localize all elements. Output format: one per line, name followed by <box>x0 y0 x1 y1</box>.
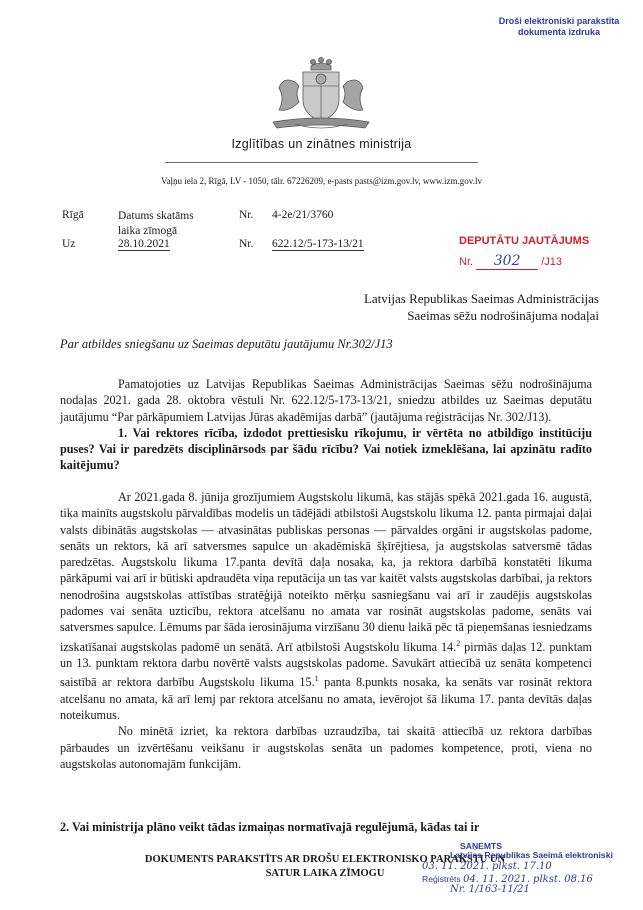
answer-1 <box>60 489 592 772</box>
e-signature-print-stamp <box>489 16 629 38</box>
deputy-stamp-suffix: /J13 <box>541 256 562 268</box>
registry-date-1-line2: laika zīmogā <box>118 225 178 237</box>
e-signature-stamp-line2: dokumenta izdruka <box>517 27 600 37</box>
registry-nr-label-1: Nr. <box>239 209 254 221</box>
registry-nr-2 <box>272 238 364 250</box>
registry-date-2-value: 28.10.2021 <box>118 238 170 250</box>
saeima-stamp-registered-label: Reģistrēts <box>422 874 461 884</box>
addressee-line2: Saeimas sēžu nodrošinājuma nodaļai <box>407 308 599 323</box>
registry-date-1 <box>118 209 194 239</box>
registry-nr-label-2: Nr. <box>239 238 254 250</box>
header-divider <box>165 162 478 163</box>
addressee <box>364 290 599 324</box>
question-2: 2. Vai ministrija plāno veikt tādas izmaiņas normatīvajā regulējumā, kādas tai ir <box>60 820 480 834</box>
addressee-line1: Latvijas Republikas Saeimas Administrācijas <box>363 291 599 306</box>
e-signature-stamp-line1: Droši elektroniski parakstīta <box>498 16 620 26</box>
registry-nr-2-value: 622.12/5-173-13/21 <box>272 238 364 250</box>
saeima-stamp-received: 03. 11. 2021. plkst. 17.10 <box>422 861 552 872</box>
saeima-received-stamp <box>420 840 620 896</box>
registry-nr-1: 4-2e/21/3760 <box>272 209 334 221</box>
answer-1-text-c: panta 8.punkts nosaka, ka senāts var rosināt rektora atcelšanu no amata, kā arī lemj par rektora atcelšanu no amata, ievērojot šā likuma 17. panta devītās daļas noteikumus. <box>60 675 592 722</box>
deputy-stamp-nr-label: Nr. <box>459 256 474 268</box>
latvia-coat-of-arms-icon <box>265 52 377 134</box>
deputy-stamp-title: DEPUTĀTU JAUTĀJUMS <box>459 235 590 247</box>
answer-1-paragraph-1 <box>60 489 592 723</box>
answer-1-sup-2: 1 <box>314 674 319 684</box>
question-1: 1. Vai rektores rīcība, izdodot prettiesisku rīkojumu, ir vērtēta no atbildīgo institūciju puses? Vai ir paredzēts disciplinārsods par šādu rīcību? Vai notiek izmeklēšana, lai apzinātu radīto kaitējumu? <box>60 425 592 473</box>
answer-1-text-a: Ar 2021.gada 8. jūnija grozījumiem Augstskolu likumā, kas stājās spēkā 2021.gada 16. augustā, tika mainīts augstskolu pārvaldības modelis un tādējādi atbilstoši Augstskolu likuma 12. panta pirmajai daļai valsts dibinātās augstskolas — atvasinātas publiskas personas — pārvaldes orgāni ir augstskolas padome, senāts un rektors, kā arī satversmes sapulce un akadēmiskā šķīrējtiesa, ja augstskolas satversmē tādas paredzētas. Augstskolu likuma 17.panta devītā daļa nosaka, ka, ja rektora darbībā konstatēti likuma pārkāpumi vai arī ir būtiski apdraudēta viņa reputācija un tas var kaitēt valsts augstskolas darbībai, ja rektors nenodrošina augstskolas attīstības stratēģijā noteikto mērķu sasniegšanu vai arī ir zaudējis augstskolas padomes vai senāta uzticību, rektora atcelšanu no amata var rosināt augstskolas padome, senāts vai satversmes sapulce. Lēmums par šāda ierosinājuma virzīšanu 30 dienu laikā pēc tā pieņemšanas iesniedzams izskatīšanai augstskolas padomē un senātā. Arī atbilstoši Augstskolu likuma 14. <box>60 490 592 654</box>
letter-body <box>60 376 592 474</box>
footer-line2: SATUR LAIKA ZĪMOGU <box>265 868 385 879</box>
registry-place-1: Rīgā <box>62 209 84 221</box>
registry-date-2 <box>118 238 170 250</box>
answer-1-text-b: pirmās daļas 12. punktam un 13. punktam rektora darbu novērtē valsts augstskolas padome. Savukārt attiecībā uz senāta kompetenci saistībā ar rektora darbību Augstskolu likuma 15. <box>60 639 592 690</box>
saeima-stamp-title: SAŅEMTS <box>460 841 503 851</box>
answer-1-sup-1: 2 <box>456 638 461 648</box>
answer-1-paragraph-2: No minētā izriet, ka rektora darbības uzraudzība, tai skaitā attiecībā uz rektora darbības pārbaudes un izvērtēšanu veikšanu ir augstskolas senāta un padomes kompetence, proti, viena no augstskolas autonomajām funkcijām. <box>60 724 592 771</box>
letter-subject: Par atbildes sniegšanu uz Saeimas deputātu jautājumu Nr.302/J13 <box>60 337 393 351</box>
deputy-stamp-nr-value: 302 <box>476 253 538 270</box>
saeima-stamp-line1: Latvijas Republikas Saeimā elektroniski <box>450 850 613 860</box>
saeima-stamp-nr: Nr. 1/163-11/21 <box>450 884 530 895</box>
ministry-contact: Vaļņu iela 2, Rīgā, LV - 1050, tālr. 67226209, e-pasts pasts@izm.gov.lv, www.izm.gov.lv <box>161 176 482 186</box>
saeima-stamp-registered: 04. 11. 2021. plkst. 08.16 <box>463 874 593 885</box>
intro-paragraph: Pamatojoties uz Latvijas Republikas Saeimas Administrācijas Saeimas sēžu nodrošinājuma nodaļas 2021. gada 28. oktobra vēstuli Nr. 622.12/5-173-13/21, sniedzu atbildes uz Saeimas deputātu jautājumu “Par pārkāpumiem Latvijas Jūras akadēmijas darbā” (jautājuma reģistrācijas Nr. 302/J13). <box>60 377 592 424</box>
registry-place-2: Uz <box>62 238 76 250</box>
footer-line1: DOKUMENTS PARAKSTĪTS AR DROŠU ELEKTRONISKO PARAKSTU UN <box>144 854 506 865</box>
registry-date-1-line1: Datums skatāms <box>118 210 194 222</box>
deputy-question-stamp <box>459 235 609 270</box>
ministry-name: Izglītības un zinātnes ministrija <box>231 137 412 151</box>
